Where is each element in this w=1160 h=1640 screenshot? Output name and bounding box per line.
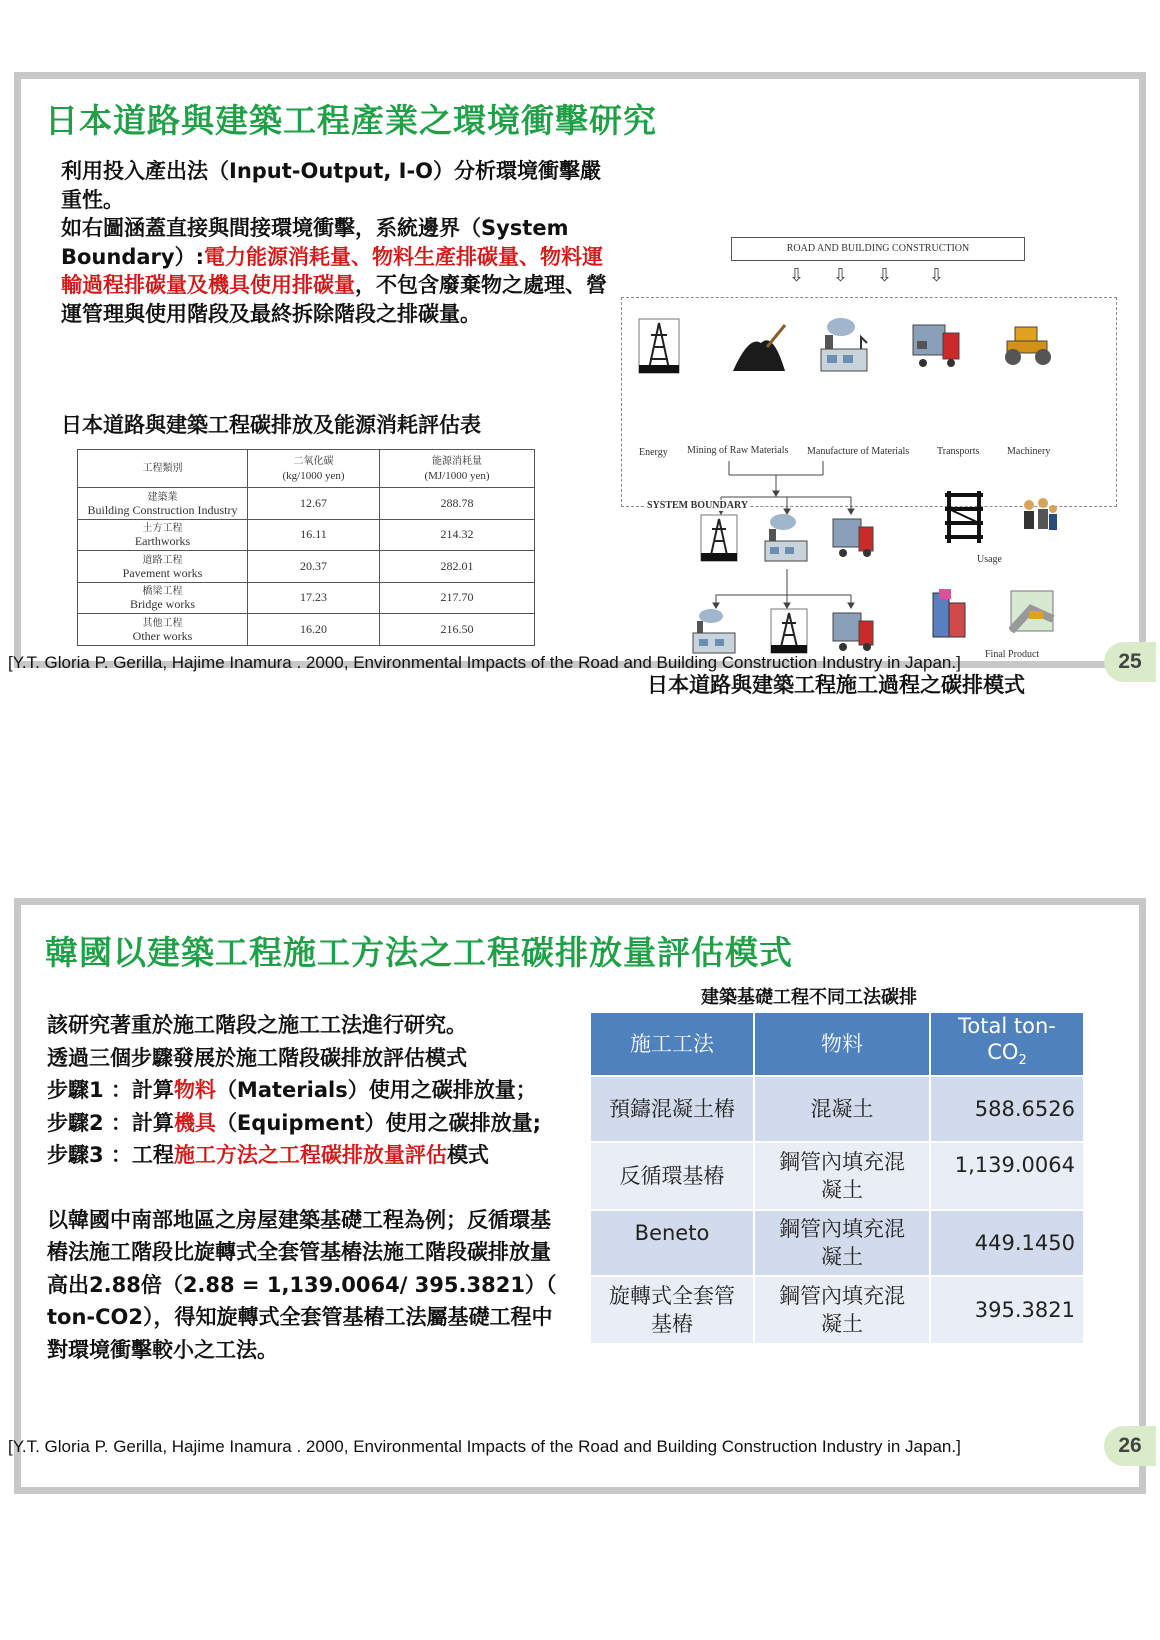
highlight-text: 電力能源消耗量、物料生產排碳量、物料運輸過程排碳量及機具使用排碳量 (61, 244, 603, 297)
header-energy: 能源消耗量 (MJ/1000 yen) (380, 450, 535, 488)
building-icon (929, 587, 969, 641)
down-arrow-icon: ⇩ (929, 265, 945, 286)
slide-25 (14, 72, 1146, 697)
label-transports: Transports (937, 446, 980, 457)
paragraph-io-analysis: 利用投入產出法（Input-Output, I-O）分析環境衝擊嚴重性。 (61, 159, 602, 212)
factory-icon (817, 315, 873, 373)
table-row: 道路工程 Pavement works 20.37 282.01 (78, 551, 535, 583)
slide-title: 日本道路與建築工程產業之環境衝擊研究 (45, 101, 657, 140)
label-manufacture: Manufacture of Materials (807, 446, 910, 457)
power-tower-icon (637, 317, 681, 375)
table-row: 其他工程 Other works 16.20 216.50 (78, 614, 535, 646)
highlight-text: 物料 (173, 1078, 216, 1102)
road-car-icon (1009, 589, 1055, 633)
raw-materials-pile-icon (729, 321, 789, 373)
body-line: 透過三個步驟發展於施工階段碳排放評估模式 (47, 1045, 467, 1070)
header-method: 施工工法 (590, 1012, 754, 1076)
slide-26 (14, 898, 1146, 1494)
down-arrow-icon: ⇩ (877, 265, 893, 286)
page-number-badge: 26 (1104, 1426, 1156, 1466)
factory-icon (761, 511, 813, 565)
table-title: 日本道路與建築工程碳排放及能源消耗評估表 (61, 413, 481, 437)
table-header-row (590, 1012, 1084, 1076)
transport-truck-icon (907, 317, 965, 369)
step-1: 步驟1 ：計算物料（Materials）使用之碳排放量； (47, 1078, 537, 1102)
diagram-caption: 日本道路與建築工程施工過程之碳排模式 (647, 673, 1025, 697)
highlight-text: 機具 (173, 1110, 216, 1135)
reference-citation: [Y.T. Gloria P. Gerilla, Hajime Inamura . 2000, Environmental Impacts of the Road and Building Construction Industry in Japan.] (8, 1437, 961, 1456)
factory-icon (691, 607, 739, 655)
label-final-product: Final Product (985, 649, 1040, 660)
method-emission-table (589, 1011, 1085, 1345)
power-tower-icon (769, 607, 809, 655)
header-co2: 二氧化碳 (kg/1000 yen) (248, 450, 380, 488)
label-machinery: Machinery (1007, 446, 1051, 457)
page-number-badge: 25 (1104, 642, 1156, 682)
down-arrow-icon: ⇩ (789, 265, 805, 286)
step-3: 步驟3 ：工程施工方法之工程碳排放量評估模式 (47, 1143, 489, 1167)
body-line: 該研究著重於施工階段之施工工法進行研究。 (47, 1013, 467, 1037)
header-total: Total ton- $CO_2$ (930, 1012, 1084, 1076)
table-row: 建築業 Building Construction Industry 12.67 288.78 (78, 488, 535, 520)
table-header-row (78, 450, 535, 488)
step-2: 步驟2 ：計算機具（Equipment）使用之碳排放量; (47, 1110, 542, 1135)
slide-body-text (47, 1009, 567, 1366)
table-title: 建築基礎工程不同工法碳排 (701, 987, 917, 1008)
road-building-construction-box: ROAD AND BUILDING CONSTRUCTION (731, 237, 1025, 261)
case-study-paragraph: 以韓國中南部地區之房屋建築基礎工程為例；反循環基樁法施工階段比旋轉式全套管基樁法施工階段碳排放量高出2.88倍（2.88 = 1,139.0064/ 395.3821）（ ton-CO2），得知旋轉式全套管基樁工法屬基礎工程中對環境衝擊較小之工法。 (47, 1207, 557, 1362)
emission-table (77, 449, 535, 646)
header-material: 物料 (754, 1012, 930, 1076)
table-row: Beneto 鋼管內填充混凝土 449.1450 (590, 1210, 1084, 1276)
table-row: 旋轉式全套管基樁 鋼管內填充混凝土 395.3821 (590, 1276, 1084, 1344)
table-row: 預鑄混凝土樁 混凝土 588.6526 (590, 1076, 1084, 1142)
building-frame-icon (941, 487, 987, 545)
slide-title: 韓國以建築工程施工方法之工程碳排放量評估模式 (45, 933, 793, 972)
transport-truck-icon (829, 609, 879, 653)
table-row: 土方工程 Earthworks 16.11 214.32 (78, 519, 535, 551)
workers-group-icon (1017, 495, 1061, 539)
system-boundary-label: SYSTEM BOUNDARY (647, 500, 749, 511)
label-energy: Energy (639, 447, 668, 458)
header-category: 工程類別 (78, 450, 248, 488)
label-usage: Usage (977, 554, 1002, 565)
table-row: 反循環基樁 鋼管內填充混凝土 1,139.0064 (590, 1142, 1084, 1210)
power-tower-icon (699, 513, 739, 563)
transport-truck-icon (829, 513, 879, 559)
reference-citation: [Y.T. Gloria P. Gerilla, Hajime Inamura . 2000, Environmental Impacts of the Road and Building Construction Industry in Japan.] (8, 653, 961, 672)
down-arrow-icon: ⇩ (833, 265, 849, 286)
table-row: 橋梁工程 Bridge works 17.23 217.70 (78, 582, 535, 614)
machinery-roller-icon (999, 321, 1059, 367)
label-mining: Mining of Raw Materials (687, 445, 789, 456)
paragraph-system-boundary: 如右圖涵蓋直接與間接環境衝擊，系統邊界（System Boundary）:電力能源消耗量、物料生產排碳量、物料運輸過程排碳量及機具使用排碳量，不包含廢棄物之處理、營運管理與使用階段及最終拆除階段之排碳量。 (61, 216, 607, 326)
highlight-text: 施工方法之工程碳排放量評估 (173, 1143, 447, 1167)
slide-body-text (61, 157, 621, 328)
